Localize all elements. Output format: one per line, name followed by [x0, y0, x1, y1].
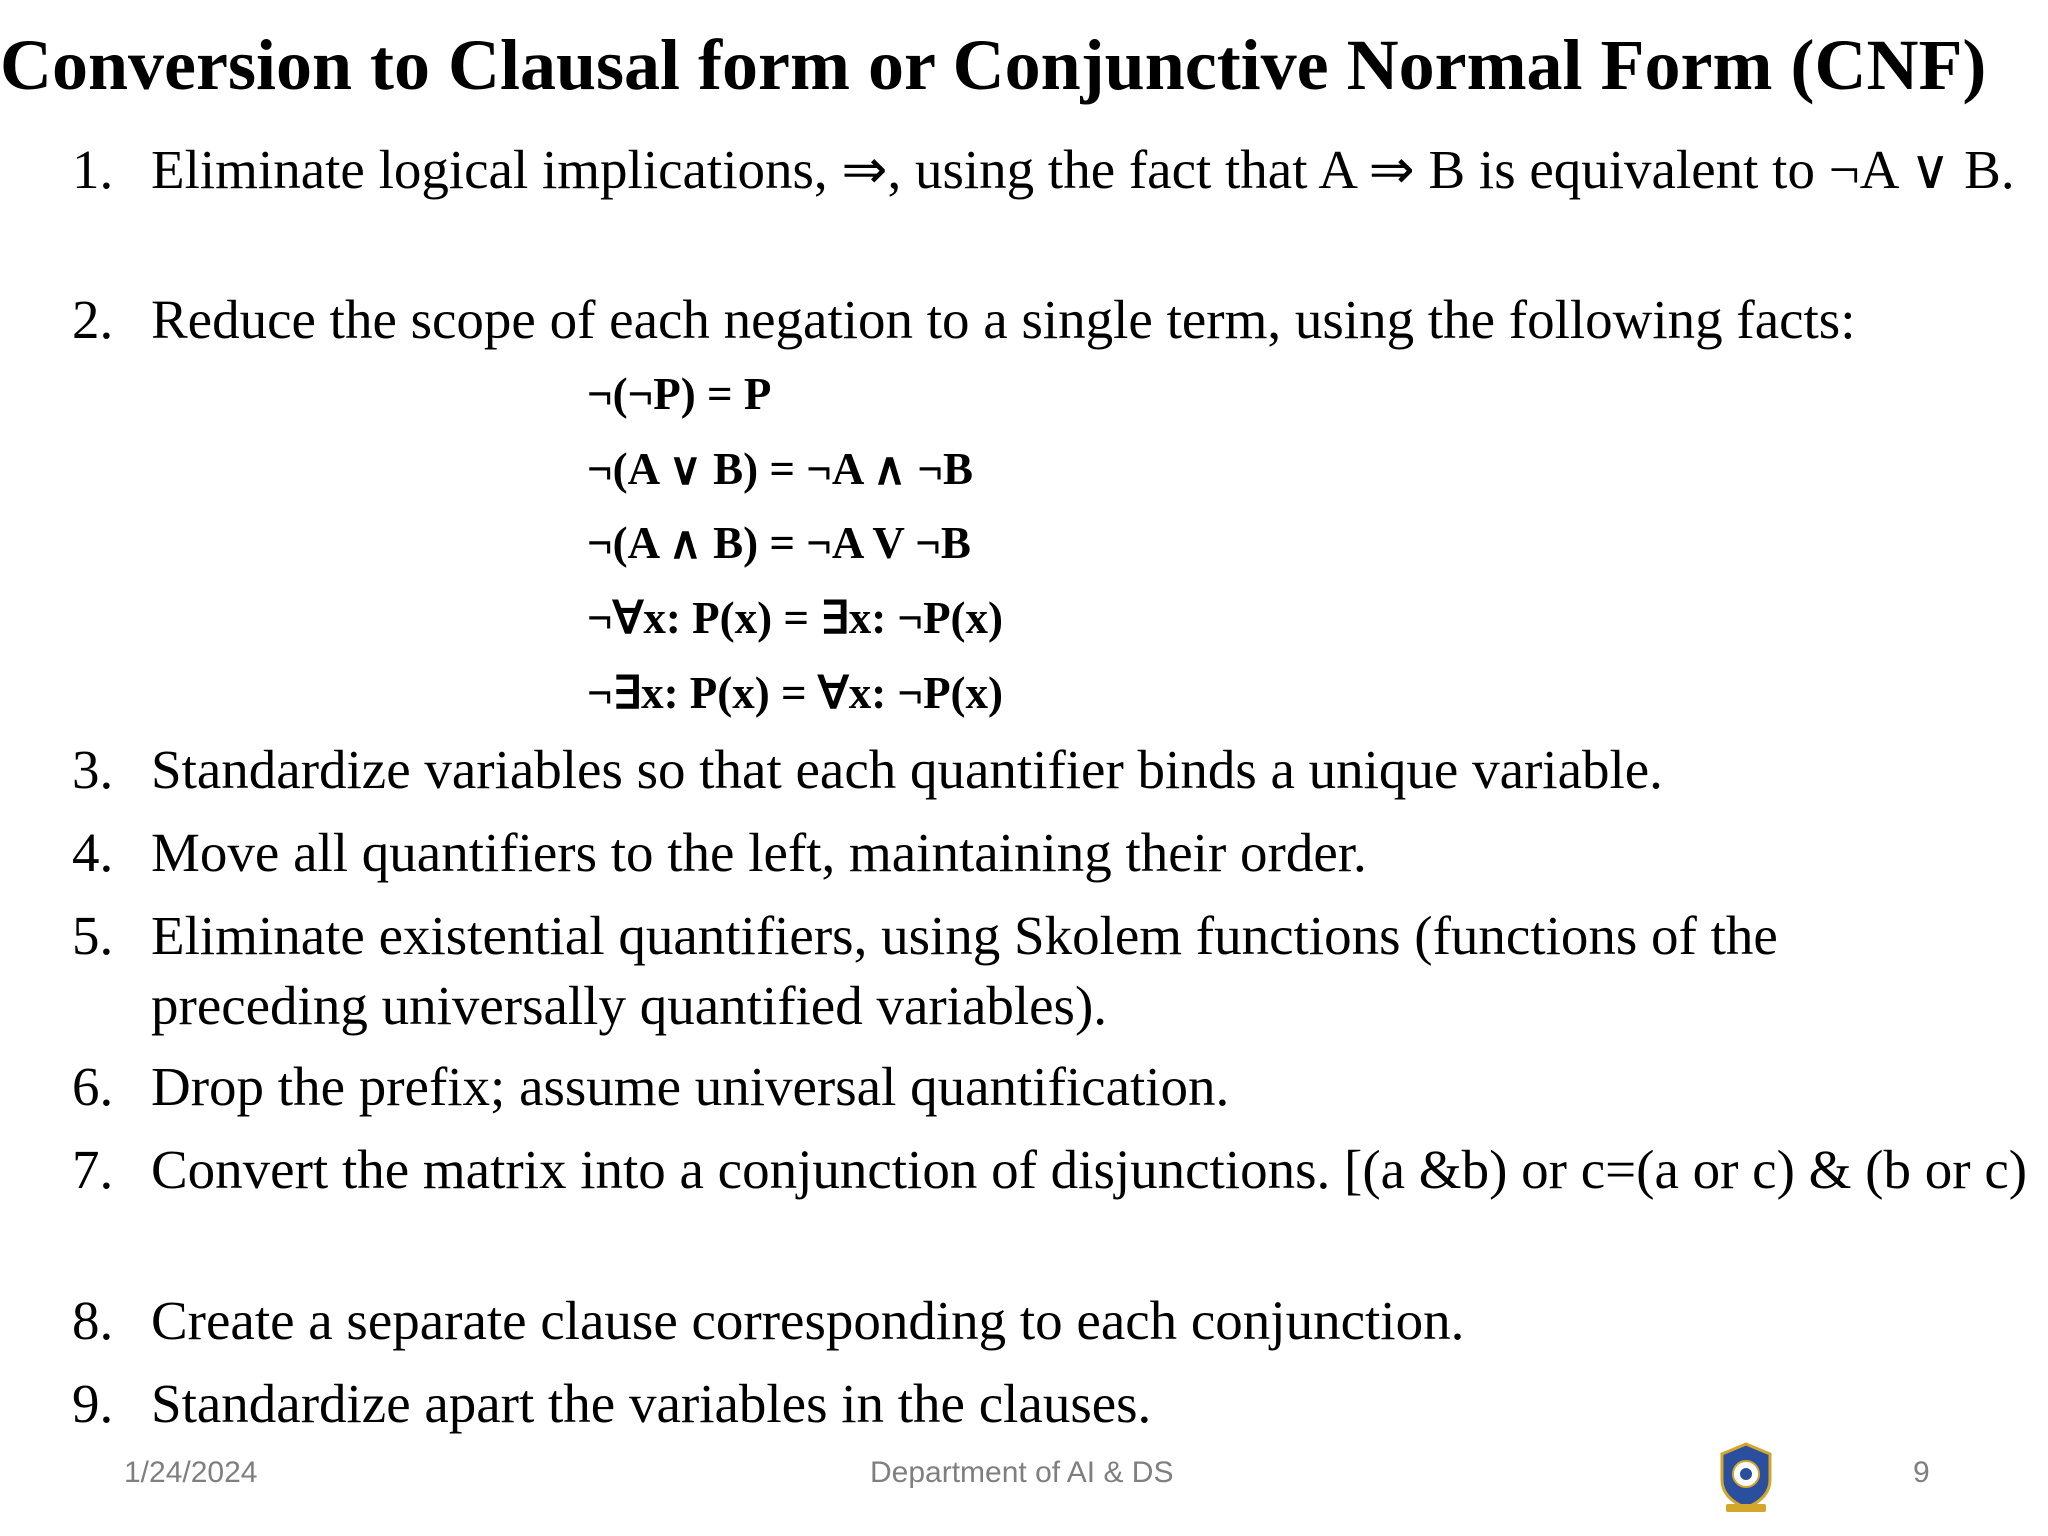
- step-number: 3.: [72, 739, 114, 800]
- step-number: 1.: [72, 139, 114, 200]
- negation-fact: ¬∃x: P(x) = ∀x: ¬P(x): [587, 668, 1004, 718]
- step-text: Standardize variables so that each quantifier binds a unique variable.: [151, 739, 1663, 800]
- page-number: 9: [1913, 1456, 1930, 1489]
- step-number: 6.: [72, 1056, 114, 1117]
- step-text: Create a separate clause corresponding to each conjunction.: [151, 1290, 1465, 1351]
- step-text: Drop the prefix; assume universal quantification.: [151, 1056, 1230, 1117]
- negation-fact: ¬(¬P) = P: [587, 369, 772, 419]
- slide-title: Conversion to Clausal form or Conjunctive Normal Form (CNF): [0, 25, 1987, 105]
- step-number: 4.: [72, 822, 114, 883]
- college-emblem-icon: [1716, 1440, 1776, 1516]
- step-text: Standardize apart the variables in the clauses.: [151, 1373, 1152, 1434]
- step-text: Eliminate logical implications, ⇒, using the fact that A ⇒ B is equivalent to ¬A ∨ B.: [151, 139, 2015, 200]
- step-text: Reduce the scope of each negation to a single term, using the following facts:: [151, 289, 1856, 350]
- negation-fact: ¬(A ∨ B) = ¬A ∧ ¬B: [587, 444, 973, 494]
- step-number: 5.: [72, 905, 114, 966]
- step-number: 2.: [72, 289, 114, 350]
- footer-date: 1/24/2024: [124, 1456, 258, 1489]
- step-text: Eliminate existential quantifiers, using Skolem functions (functions of the preceding universally quantified variables).: [151, 905, 1778, 1036]
- negation-fact: ¬∀x: P(x) = ∃x: ¬P(x): [587, 593, 1004, 643]
- footer-department: Department of AI & DS: [870, 1456, 1174, 1489]
- step-text: Convert the matrix into a conjunction of disjunctions. [(a &b) or c=(a or c) & (b or c): [151, 1139, 2028, 1200]
- step-number: 7.: [72, 1139, 114, 1200]
- negation-fact: ¬(A ∧ B) = ¬A V ¬B: [587, 518, 971, 568]
- step-text: Move all quantifiers to the left, maintaining their order.: [151, 822, 1367, 883]
- step-number: 9.: [72, 1373, 114, 1434]
- step-number: 8.: [72, 1290, 114, 1351]
